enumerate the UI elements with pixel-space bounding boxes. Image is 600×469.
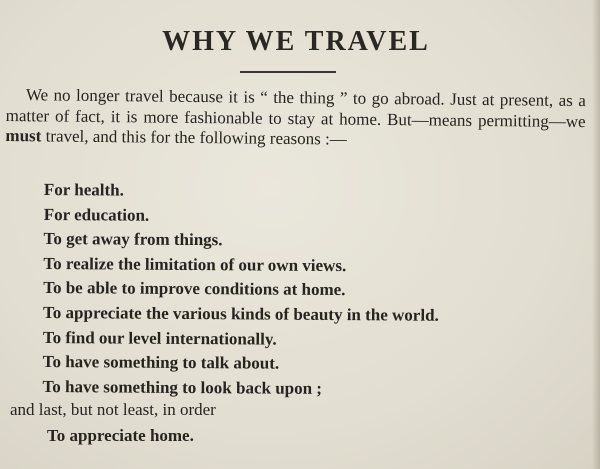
reason-item: To get away from things. — [43, 229, 223, 250]
intro-text-part2: travel, and this for the following reasons :— — [41, 126, 347, 149]
closing-line: and last, but not least, in order — [10, 400, 216, 419]
reason-item: To have something to talk about. — [42, 352, 280, 373]
page-edge-shadow — [592, 0, 600, 469]
reason-item: For education. — [43, 204, 150, 225]
intro-emphasis: must — [5, 125, 42, 146]
title-divider — [240, 71, 336, 73]
reason-item: For health. — [43, 179, 124, 200]
reason-item: To be able to improve conditions at home. — [43, 278, 346, 300]
reason-item: To realize the limitation of our own views. — [43, 253, 347, 275]
reason-item: To have something to look back upon ; — [42, 376, 323, 398]
page-title: WHY WE TRAVEL — [162, 26, 430, 57]
final-reason: To appreciate home. — [47, 426, 194, 445]
reasons-list — [42, 178, 439, 402]
reason-item: To find our level internationally. — [42, 327, 277, 349]
intro-text-part1: We no longer travel because it is “ the thing ” to go abroad. Just at present, as a matter of fact, it is more fashionable to stay at home. But—means permitting—we — [5, 85, 586, 131]
reason-item: To appreciate the various kinds of beauty in the world. — [42, 302, 439, 325]
intro-paragraph — [5, 85, 586, 153]
